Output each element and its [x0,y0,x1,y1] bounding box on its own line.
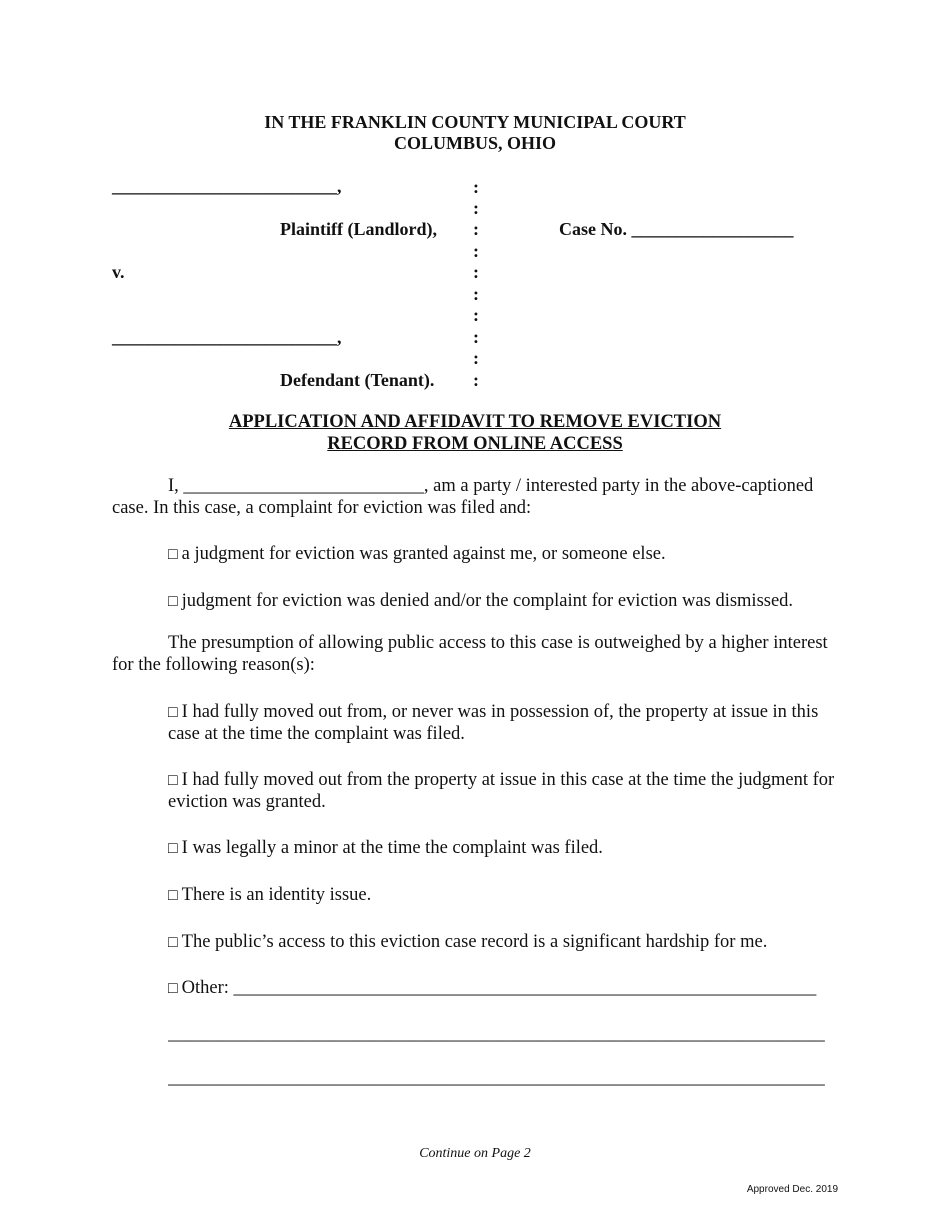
document-title-line2: RECORD FROM ONLINE ACCESS [327,434,623,454]
plaintiff-label: Plaintiff (Landlord), [280,219,438,239]
reason-option [168,838,839,860]
plaintiff-name-blank: _________________________, [112,176,342,196]
reason-text: I was legally a minor at the time the complaint was filed. [181,838,603,858]
checkbox-icon: □ [168,546,178,563]
checkbox-icon: □ [168,593,178,610]
caption-colon: : [473,198,479,218]
presumption-line1: The presumption of allowing public access to this case is outweighed by a higher interest [168,633,828,653]
reason-option [168,885,839,907]
reason-other [168,978,839,1000]
case-number-field: Case No. __________________ [559,219,794,239]
blank-line: _______________________________________________________________________ [168,1024,825,1044]
intro-line1: I, __________________________, am a party / interested party in the above-captioned [168,476,814,496]
document-title-line1: APPLICATION AND AFFIDAVIT TO REMOVE EVICTION [228,412,722,432]
reason-text-continued: eviction was granted. [168,791,326,812]
court-name: IN THE FRANKLIN COUNTY MUNICIPAL COURT [264,112,686,132]
caption-colon: : [473,219,479,239]
option-denied [168,591,839,613]
document-title [0,411,950,455]
court-header [0,112,950,154]
court-city: COLUMBUS, OHIO [393,133,557,153]
option-denied-text: judgment for eviction was denied and/or the complaint for eviction was dismissed. [181,591,794,611]
caption-colon: : [473,241,479,261]
presumption-line2: for the following reason(s): [112,654,315,675]
continue-note: Continue on Page 2 [419,1146,531,1161]
reason-option [168,702,839,745]
reason-option [168,770,839,813]
checkbox-icon: □ [168,704,178,721]
checkbox-icon: □ [168,887,178,904]
reason-text-continued: case at the time the complaint was filed. [168,723,465,744]
checkbox-icon: □ [168,934,178,951]
defendant-name-blank: _________________________, [112,327,342,347]
reason-other-text: Other: _______________________________________________________________ [181,978,817,998]
reason-text: The public’s access to this eviction case record is a significant hardship for me. [181,932,768,952]
caption-colon: : [473,262,479,282]
option-granted [168,544,839,566]
option-granted-text: a judgment for eviction was granted against me, or someone else. [181,544,666,564]
caption-colon: : [473,327,479,347]
checkbox-icon: □ [168,840,178,857]
presumption-paragraph [112,633,839,676]
reason-text: There is an identity issue. [181,885,372,905]
caption-colon: : [473,348,479,368]
intro-line2: case. In this case, a complaint for eviction was filed and: [112,497,532,518]
approval-date: Approved Dec. 2019 [746,1184,838,1195]
checkbox-icon: □ [168,772,178,789]
reason-text: I had fully moved out from, or never was in possession of, the property at issue in this [181,702,819,722]
reason-option [168,932,839,954]
versus-label: v. [112,262,125,282]
defendant-label: Defendant (Tenant). [280,370,435,390]
reason-text: I had fully moved out from the property at issue in this case at the time the judgment for [181,770,835,790]
caption-colon: : [473,177,479,197]
caption-colon: : [473,370,479,390]
caption-colon: : [473,284,479,304]
caption-colon: : [473,305,479,325]
intro-paragraph [112,476,839,519]
checkbox-icon: □ [168,980,178,997]
blank-line: _______________________________________________________________________ [168,1068,825,1088]
